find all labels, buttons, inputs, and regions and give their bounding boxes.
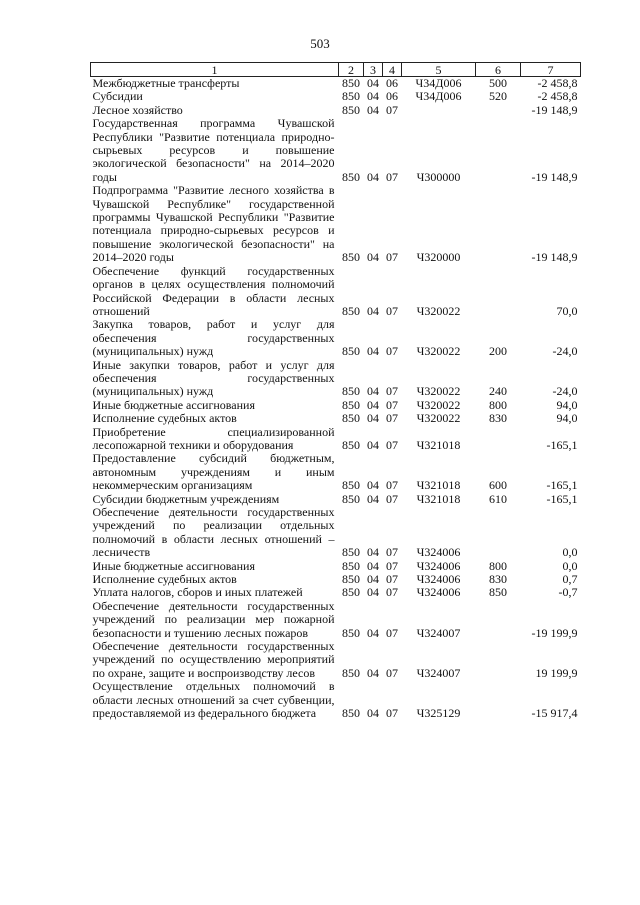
row-name: Уплата налогов, сборов и иных платежей bbox=[92, 585, 303, 600]
section-code: 04 bbox=[367, 397, 379, 412]
row-name: Иные бюджетные ассигнования bbox=[92, 397, 255, 412]
ministry-code: 850 bbox=[342, 572, 360, 587]
ministry-code: 850 bbox=[342, 384, 360, 399]
amount: 19 199,9 bbox=[535, 665, 578, 680]
target-article-code bbox=[402, 104, 476, 117]
ministry-code: 850 bbox=[342, 558, 360, 573]
ministry-code: 850 bbox=[342, 169, 360, 184]
column-header: 5 bbox=[402, 63, 476, 77]
section-code: 04 bbox=[367, 665, 379, 680]
expense-type-code: 800 bbox=[489, 397, 507, 412]
row-name: Обеспечение деятельности государственных учреждений по реализации отдельных полномочий в области лесных отношений – лесничеств bbox=[92, 505, 335, 560]
ministry-code: 850 bbox=[342, 76, 360, 90]
ministry-code: 850 bbox=[342, 491, 360, 506]
target-article-code: Ч321018 bbox=[416, 437, 461, 452]
amount: -165,1 bbox=[546, 491, 578, 506]
section-code: 04 bbox=[367, 572, 379, 587]
table-row bbox=[91, 399, 581, 412]
amount: 0,0 bbox=[562, 558, 578, 573]
table-row bbox=[91, 640, 581, 680]
expense-type-code: 610 bbox=[489, 491, 507, 506]
table-header bbox=[91, 63, 581, 77]
section-code: 04 bbox=[367, 344, 379, 359]
amount: 94,0 bbox=[556, 397, 578, 412]
row-name: Осуществление отдельных полномочий в области лесных отношений за счет субвенции, предоставляемой из федерального бюджета bbox=[92, 679, 335, 721]
subsection-code: 07 bbox=[386, 625, 398, 640]
row-name: Предоставление субсидий бюджетным, автономным учреждениям и иным некоммерческим организациям bbox=[92, 451, 335, 493]
expense-type-code: 830 bbox=[489, 572, 507, 587]
amount: -19 148,9 bbox=[531, 102, 578, 117]
table-row bbox=[91, 600, 581, 640]
amount: 0,0 bbox=[562, 545, 578, 560]
table-row bbox=[91, 573, 581, 586]
amount: -165,1 bbox=[546, 478, 578, 493]
table-row bbox=[91, 117, 581, 184]
section-code: 04 bbox=[367, 437, 379, 452]
table-row bbox=[91, 493, 581, 506]
row-name: Лесное хозяйство bbox=[92, 102, 183, 117]
row-name: Обеспечение функций государственных органов в целях осуществления полномочий Российской Федерации в области лесных отношений bbox=[92, 263, 335, 318]
row-name: Приобретение специализированной лесопожарной техники и оборудования bbox=[92, 424, 335, 452]
table-row bbox=[91, 90, 581, 103]
section-code: 04 bbox=[367, 303, 379, 318]
section-code: 04 bbox=[367, 491, 379, 506]
ministry-code: 850 bbox=[342, 437, 360, 452]
amount: -0,7 bbox=[558, 585, 578, 600]
subsection-code: 07 bbox=[386, 491, 398, 506]
budget-table bbox=[90, 62, 581, 721]
table-row bbox=[91, 452, 581, 492]
table-row bbox=[91, 318, 581, 358]
table-row bbox=[91, 359, 581, 399]
expense-type-code: 800 bbox=[489, 558, 507, 573]
target-article-code: Ч34Д006 bbox=[415, 89, 462, 104]
section-code: 04 bbox=[367, 411, 379, 426]
row-name: Исполнение судебных актов bbox=[92, 411, 237, 426]
expense-type-code: 240 bbox=[489, 384, 507, 399]
expense-type-code bbox=[476, 680, 521, 720]
section-code: 04 bbox=[367, 478, 379, 493]
table-row bbox=[91, 680, 581, 720]
row-name: Исполнение судебных актов bbox=[92, 572, 237, 587]
section-code: 04 bbox=[367, 585, 379, 600]
section-code: 04 bbox=[367, 706, 379, 721]
section-code: 04 bbox=[367, 169, 379, 184]
target-article-code: Ч320000 bbox=[416, 250, 461, 265]
table-row bbox=[91, 77, 581, 91]
amount: 70,0 bbox=[556, 303, 578, 318]
section-code: 04 bbox=[367, 545, 379, 560]
target-article-code: Ч300000 bbox=[416, 169, 461, 184]
column-header: 4 bbox=[383, 63, 402, 77]
column-header: 6 bbox=[476, 63, 521, 77]
subsection-code: 06 bbox=[386, 76, 398, 90]
column-header: 2 bbox=[339, 63, 364, 77]
subsection-code: 07 bbox=[386, 384, 398, 399]
section-code: 04 bbox=[367, 384, 379, 399]
ministry-code: 850 bbox=[342, 303, 360, 318]
target-article-code: Ч324006 bbox=[416, 558, 461, 573]
subsection-code: 07 bbox=[386, 706, 398, 721]
expense-type-code bbox=[476, 184, 521, 264]
amount: 0,7 bbox=[562, 572, 578, 587]
ministry-code: 850 bbox=[342, 89, 360, 104]
target-article-code: Ч324006 bbox=[416, 545, 461, 560]
target-article-code: Ч320022 bbox=[416, 411, 461, 426]
column-header: 1 bbox=[91, 63, 339, 77]
expense-type-code: 500 bbox=[489, 76, 507, 90]
target-article-code: Ч324006 bbox=[416, 585, 461, 600]
row-name: Иные бюджетные ассигнования bbox=[92, 558, 255, 573]
ministry-code: 850 bbox=[342, 397, 360, 412]
table-row bbox=[91, 184, 581, 264]
ministry-code: 850 bbox=[342, 250, 360, 265]
expense-type-code: 600 bbox=[489, 478, 507, 493]
page-number: 503 bbox=[310, 36, 330, 51]
table-row bbox=[91, 104, 581, 117]
table-row bbox=[91, 506, 581, 560]
target-article-code: Ч320022 bbox=[416, 303, 461, 318]
row-name: Иные закупки товаров, работ и услуг для обеспечения государственных (муниципальных) нужд bbox=[92, 357, 335, 399]
amount: -2 458,8 bbox=[537, 89, 578, 104]
header-row bbox=[91, 63, 581, 77]
amount: -24,0 bbox=[552, 344, 578, 359]
target-article-code: Ч320022 bbox=[416, 397, 461, 412]
subsection-code: 07 bbox=[386, 303, 398, 318]
subsection-code: 07 bbox=[386, 397, 398, 412]
table-row bbox=[91, 586, 581, 599]
section-code: 04 bbox=[367, 558, 379, 573]
section-code: 04 bbox=[367, 76, 379, 90]
ministry-code: 850 bbox=[342, 706, 360, 721]
target-article-code: Ч320022 bbox=[416, 344, 461, 359]
expense-type-code bbox=[476, 426, 521, 453]
expense-type-code bbox=[476, 265, 521, 319]
table-body bbox=[91, 77, 581, 721]
table-row bbox=[91, 426, 581, 453]
table-row bbox=[91, 412, 581, 425]
amount: -19 148,9 bbox=[531, 169, 578, 184]
expense-type-code: 850 bbox=[489, 585, 507, 600]
subsection-code: 07 bbox=[386, 250, 398, 265]
target-article-code: Ч320022 bbox=[416, 384, 461, 399]
table-row bbox=[91, 560, 581, 573]
subsection-code: 07 bbox=[386, 102, 398, 117]
subsection-code: 07 bbox=[386, 169, 398, 184]
row-name: Субсидии бюджетным учреждениям bbox=[92, 491, 280, 506]
row-name: Подпрограмма "Развитие лесного хозяйства в Чувашской Республике" государственной программы Чувашской Республики "Развитие потенциала природно-сырьевых ресурсов и повышение экологической безопасности" на 2014–2020 годы bbox=[92, 183, 335, 265]
expense-type-code: 520 bbox=[489, 89, 507, 104]
ministry-code: 850 bbox=[342, 545, 360, 560]
subsection-code: 07 bbox=[386, 558, 398, 573]
expense-type-code bbox=[476, 640, 521, 680]
row-name: Государственная программа Чувашской Республики "Развитие потенциала природно-сырьевых ресурсов и повышение экологической безопасности" на 2014–2020 годы bbox=[92, 116, 335, 184]
row-name: Обеспечение деятельности государственных учреждений по осуществлению мероприятий по охране, защите и воспроизводству лесов bbox=[92, 639, 335, 680]
row-name: Обеспечение деятельности государственных учреждений по реализации мер пожарной безопасности и тушению лесных пожаров bbox=[92, 598, 335, 640]
section-code: 04 bbox=[367, 102, 379, 117]
subsection-code: 06 bbox=[386, 89, 398, 104]
target-article-code: Ч324006 bbox=[416, 572, 461, 587]
ministry-code: 850 bbox=[342, 411, 360, 426]
subsection-code: 07 bbox=[386, 545, 398, 560]
subsection-code: 07 bbox=[386, 665, 398, 680]
subsection-code: 07 bbox=[386, 478, 398, 493]
amount: -19 199,9 bbox=[531, 625, 578, 640]
row-name: Закупка товаров, работ и услуг для обеспечения государственных (муниципальных) нужд bbox=[92, 317, 335, 359]
subsection-code: 07 bbox=[386, 411, 398, 426]
ministry-code: 850 bbox=[342, 102, 360, 117]
target-article-code: Ч34Д006 bbox=[415, 76, 462, 90]
row-name: Межбюджетные трансферты bbox=[92, 76, 240, 90]
amount: -165,1 bbox=[546, 437, 578, 452]
expense-type-code bbox=[476, 104, 521, 117]
amount: -15 917,4 bbox=[531, 706, 578, 721]
column-header: 3 bbox=[364, 63, 383, 77]
amount: 94,0 bbox=[556, 411, 578, 426]
expense-type-code bbox=[476, 506, 521, 560]
section-code: 04 bbox=[367, 250, 379, 265]
target-article-code: Ч324007 bbox=[416, 665, 461, 680]
row-name: Субсидии bbox=[92, 89, 143, 104]
amount: -19 148,9 bbox=[531, 250, 578, 265]
ministry-code: 850 bbox=[342, 478, 360, 493]
ministry-code: 850 bbox=[342, 625, 360, 640]
subsection-code: 07 bbox=[386, 437, 398, 452]
subsection-code: 07 bbox=[386, 585, 398, 600]
expense-type-code bbox=[476, 600, 521, 640]
subsection-code: 07 bbox=[386, 572, 398, 587]
amount: -2 458,8 bbox=[537, 76, 578, 90]
section-code: 04 bbox=[367, 89, 379, 104]
subsection-code: 07 bbox=[386, 344, 398, 359]
target-article-code: Ч321018 bbox=[416, 491, 461, 506]
section-code: 04 bbox=[367, 625, 379, 640]
expense-type-code: 200 bbox=[489, 344, 507, 359]
target-article-code: Ч325129 bbox=[416, 706, 461, 721]
amount: -24,0 bbox=[552, 384, 578, 399]
ministry-code: 850 bbox=[342, 585, 360, 600]
ministry-code: 850 bbox=[342, 665, 360, 680]
column-header: 7 bbox=[521, 63, 581, 77]
ministry-code: 850 bbox=[342, 344, 360, 359]
expense-type-code bbox=[476, 117, 521, 184]
target-article-code: Ч324007 bbox=[416, 625, 461, 640]
target-article-code: Ч321018 bbox=[416, 478, 461, 493]
expense-type-code: 830 bbox=[489, 411, 507, 426]
table-row bbox=[91, 265, 581, 319]
